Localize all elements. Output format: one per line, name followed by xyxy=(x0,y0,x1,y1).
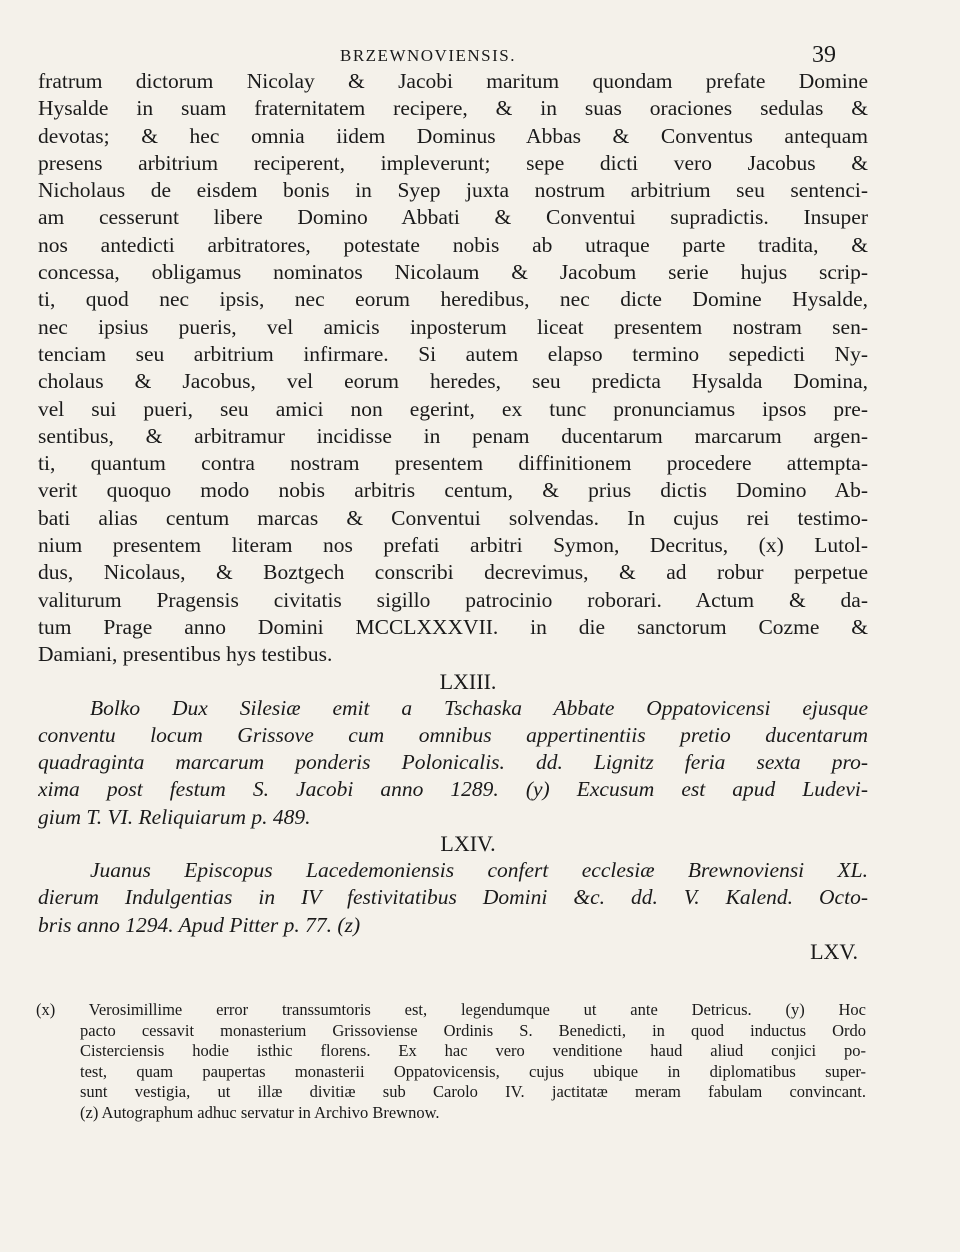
text-line: fratrum dictorum Nicolay & Jacobi maritum quondam prefate Domine xyxy=(38,69,868,93)
footnote-line: test, quam paupertas monasterii Oppatovicensis, cujus ubique in diplomatibus super- xyxy=(80,1061,866,1081)
text-line: nos antedicti arbitratores, potestate nobis ab utraque parte tradita, & xyxy=(38,232,868,257)
text-line: gium T. VI. Reliquiarum p. 489. xyxy=(38,804,311,829)
text-line: bati alias centum marcas & Conventui solvendas. In cujus rei testimo- xyxy=(38,505,868,530)
text-line: Nicholaus de eisdem bonis in Syep juxta nostrum arbitrium seu sentenci- xyxy=(38,178,868,203)
section-63-summary xyxy=(38,695,868,831)
text-line: sentibus, & arbitramur incidisse in penam ducentarum marcarum argen- xyxy=(38,423,868,448)
text-line: cholaus & Jacobus, vel eorum heredes, seu predicta Hysalda Domina, xyxy=(38,369,868,394)
text-line: Damiani, presentibus hys testibus. xyxy=(38,642,333,667)
main-text xyxy=(38,68,868,965)
section-number-65: LXV. xyxy=(810,938,858,964)
text-line: nec ipsius pueris, vel amicis inposterum liceat presentem nostram sen- xyxy=(38,314,868,339)
text-line: bris anno 1294. Apud Pitter p. 77. (z) xyxy=(38,912,361,937)
text-line: Bolko Dux Silesiæ emit a Tschaska Abbate Oppatovicensi ejusque xyxy=(90,695,868,720)
text-line: concessa, obligamus nominatos Nicolaum & Jacobum serie hujus scrip- xyxy=(38,260,868,285)
page-number: 39 xyxy=(812,42,836,68)
text-line: conventu locum Grissove cum omnibus appertinentiis pretio ducentarum xyxy=(38,722,868,747)
section-64-summary xyxy=(38,857,868,939)
footnotes xyxy=(36,1000,866,1123)
text-line: valiturum Pragensis civitatis sigillo patrocinio roborari. Actum & da- xyxy=(38,587,868,612)
text-line: verit quoquo modo nobis arbitris centum, & prius dictis Domino Ab- xyxy=(38,478,868,503)
text-line: Juanus Episcopus Lacedemoniensis confert ecclesiæ Brewnoviensi XL. xyxy=(90,858,868,883)
text-line: Hysalde in suam fraternitatem recipere, & in suas oraciones sedulas & xyxy=(38,96,868,121)
section-number-64: LXIV. xyxy=(440,831,496,857)
footnote-line: sunt vestigia, ut illæ divitiæ sub Carolo IV. jactitatæ meram fabulam convincant. xyxy=(80,1082,866,1101)
running-head xyxy=(0,42,960,70)
text-line: presens arbitrium reciperent, impleverunt; sepe dicti vero Jacobus & xyxy=(38,150,868,175)
footnote-line: Cisterciensis hodie isthic florens. Ex hac vero venditione haud aliud conjici po- xyxy=(80,1041,866,1060)
paragraph-charter xyxy=(38,68,868,669)
text-line: nium presentem literam nos prefati arbitri Symon, Decritus, (x) Lutol- xyxy=(38,533,868,558)
text-line: ti, quantum contra nostram presentem diffinitionem procedere attempta- xyxy=(38,451,868,476)
text-line: ti, quod nec ipsis, nec eorum heredibus, nec dicte Domine Hysalde, xyxy=(38,287,868,312)
section-number-63: LXIII. xyxy=(439,668,497,694)
running-title: BRZEWNOVIENSIS. xyxy=(340,46,516,65)
text-line: tum Prage anno Domini MCCLXXXVII. in die sanctorum Cozme & xyxy=(38,614,868,639)
footnote-line: (z) Autographum adhuc servatur in Archivo Brewnow. xyxy=(80,1102,440,1122)
text-line: dierum Indulgentias in IV festivitatibus Domini &c. dd. V. Kalend. Octo- xyxy=(38,885,868,910)
text-line: tenciam seu arbitrium infirmare. Si autem elapso termino sepedicti Ny- xyxy=(38,341,868,366)
text-line: quadraginta marcarum ponderis Polonicalis. dd. Lignitz feria sexta pro- xyxy=(38,750,868,775)
text-line: dus, Nicolaus, & Boztgech conscribi decrevimus, & ad robur perpetue xyxy=(38,560,868,585)
text-line: vel sui pueri, seu amici non egerint, ex tunc pronunciamus ipsos pre- xyxy=(38,396,868,421)
footnote-line: pacto cessavit monasterium Grissoviense Ordinis S. Benedicti, in quod inductus Ordo xyxy=(80,1020,866,1040)
footnote-line: (x) Verosimillime error transsumtoris est, legendumque ut ante Detricus. (y) Hoc xyxy=(36,1000,866,1019)
text-line: am cesserunt libere Domino Abbati & Conventui supradictis. Insuper xyxy=(38,205,868,230)
text-line: devotas; & hec omnia iidem Dominus Abbas & Conventus antequam xyxy=(38,123,868,148)
text-line: xima post festum S. Jacobi anno 1289. (y) Excusum est apud Ludevi- xyxy=(38,777,868,802)
